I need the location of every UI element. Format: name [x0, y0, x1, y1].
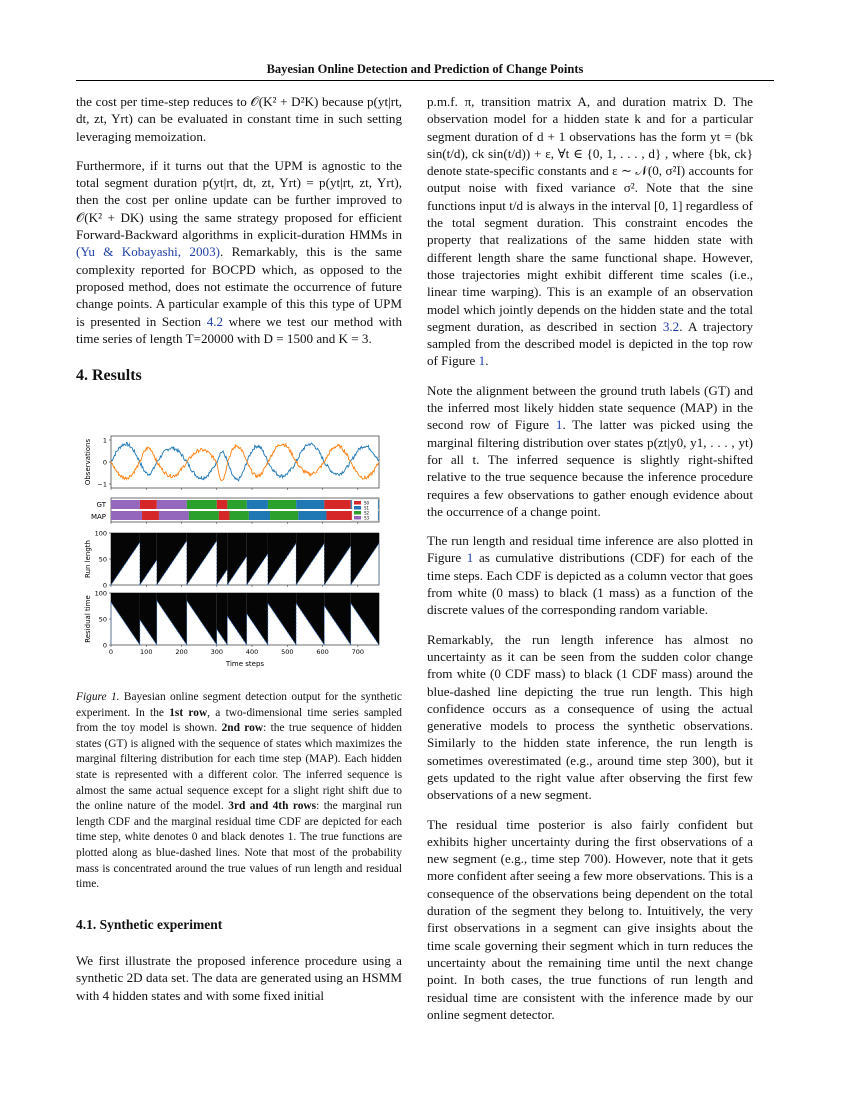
run-length-panel	[84, 530, 379, 590]
citation-yu-kobayashi[interactable]: (Yu & Kobayashi, 2003)	[76, 244, 220, 260]
map-segment	[229, 511, 248, 520]
section-ref-3-2[interactable]: 3.2	[662, 318, 680, 334]
right-paragraph-4: Remarkably, the run length inference has almost no uncertainty as it can be seen from the sudden color change from white (0 CDF mass) to black (1 CDF mass) around the blue-dashed line depicting the true run length. This high confidence occurs as a consequence of using the actual generative models to process the synthetic observations. Similarly to the hidden state inference, the run length is sometimes overestimated (e.g., around time step 300), but it gets updated to the right value after observing the first few observations of a new segment.	[427, 631, 753, 803]
map-segment	[111, 511, 142, 520]
run-length-ytick-label: 50	[98, 555, 107, 564]
right-paragraph-1: p.m.f. π, transition matrix A, and duration matrix D. The observation model for a hidden state k and for a particular segment duration of d + 1 observations has the form yt = (bk sin(t/d), ck sin(t/d)) + ε, ∀t ∈ {0, 1, . . . , d} , where {bk, ck} denote state-specific constants and ε ∼ 𝒩(0, σ²I) accounts for output noise with fixed variance σ². Note that the sine functions input t/d is always in the interval [0, 1] regardless of the total segment duration. This constraint encodes the property that realizations of the same hidden state with different length share the same functional shape. However, those trajectories might exhibit different time scales (i.e., linear time warping). This is an example of an observation model which jointly depends on the hidden state and the total segment duration, as described in section 3.2. A trajectory sampled from the described model is depicted in the top row of Figure 1.	[427, 94, 753, 369]
gt-segment	[157, 500, 187, 509]
gt-segment	[140, 500, 157, 509]
figure-ref-1b[interactable]: 1	[555, 417, 563, 433]
x-tick-label: 400	[245, 648, 259, 656]
legend-swatch	[354, 506, 361, 510]
map-segment	[326, 511, 352, 520]
map-segment	[298, 511, 326, 520]
map-segment	[189, 511, 219, 520]
residual-time-panel	[84, 590, 379, 650]
synthetic-paragraph: We first illustrate the proposed inference procedure using a synthetic 2D data set. The data are generated using an HSMM with 4 hidden states and with some fixed initial	[76, 953, 402, 1003]
x-tick-label: 200	[175, 648, 188, 656]
figure-1	[76, 428, 402, 673]
figure-ref-1a[interactable]: 1	[478, 353, 486, 369]
legend-label: S2	[364, 510, 370, 516]
figure-1-svg	[76, 428, 402, 673]
observations-panel	[84, 436, 379, 489]
residual-time-ytick-label: 50	[98, 615, 107, 624]
gt-segment	[296, 500, 324, 509]
map-segment	[270, 511, 298, 520]
x-tick-label: 700	[351, 648, 365, 656]
map-segment	[249, 511, 270, 520]
run-length-ytick-label: 100	[94, 529, 107, 538]
header-rule	[76, 80, 774, 81]
gt-label: GT	[96, 501, 106, 509]
x-tick-label: 100	[140, 648, 153, 656]
figure-ref-1c[interactable]: 1	[466, 550, 474, 566]
gt-segment	[187, 500, 217, 509]
x-tick-label: 0	[108, 648, 114, 656]
left-paragraph-1: the cost per time-step reduces to 𝒪(K² + D²K) because p(yt|rt, dt, zt, Yrt) can be evaluated in constant time in such setting leveraging memoization.	[76, 94, 402, 144]
legend-label: S1	[364, 505, 370, 511]
run-length-ytick-label: 0	[102, 581, 107, 590]
left-paragraph-2: Furthermore, if it turns out that the UPM is agnostic to the total segment duration p(yt|rt, dt, zt, Yrt) = p(yt|rt, zt, Yrt), then the cost per online update can be further improved to 𝒪(K² + DK) using the same strategy proposed for efficient Forward-Backward algorithms in explicit-duration HMMs in (Yu & Kobayashi, 2003). Remarkably, this is the same complexity reported for BOCPD which, as opposed to the proposed method, does not estimate the occurrence of future change points. A particular example of this this type of UPM is presented in Section 4.2 where we test our method with time series of length T=20000 with D = 1500 and K = 3.	[76, 157, 403, 346]
right-column	[427, 93, 753, 1035]
residual-time-ylabel: Residual time	[84, 595, 92, 643]
left-column	[76, 93, 402, 384]
legend-swatch	[354, 516, 361, 520]
figure-1-caption: Figure 1. Bayesian online segment detection output for the synthetic experiment. In the 1st row, a two-dimensional time series sampled from the toy model is shown. 2nd row: the true sequence of hidden states (GT) is aligned with the sequence of states which maximizes the marginal filtering distribution for each time step (MAP). Each hidden state is represented with a different color. The inferred sequence is almost the same actual sequence except for a slight right shift due to the online nature of the model. 3rd and 4th rows: the marginal run length CDF and the marginal residual time CDF are depicted for each time step, white denotes 0 and black denotes 1. The true functions are plotted along as blue-dashed lines. Note that most of the probability mass is concentrated around the true values of run length and residual time.	[76, 691, 402, 891]
right-paragraph-2: Note the alignment between the ground truth labels (GT) and the inferred most likely hidden state sequence (MAP) in the second row of Figure 1. The latter was picked using the marginal filtering distribution over states p(zt|y0, y1, . . . , yt) for all t. The inferred sequence is slightly right-shifted relative to the true sequence because the inference procedure requires a few observations to gather enough evidence about the occurrence of a change point.	[427, 382, 753, 519]
residual-time-ytick-label: 100	[94, 589, 107, 598]
hidden-state-panel	[91, 498, 379, 522]
legend-label: S3	[364, 515, 370, 521]
section-heading-results: 4. Results	[76, 367, 142, 385]
gt-segment	[247, 500, 268, 509]
map-label: MAP	[90, 513, 106, 521]
observation-series-1	[111, 443, 379, 481]
right-paragraph-3: The run length and residual time inference are also plotted in Figure 1 as cumulative distributions (CDF) for each of the time steps. Each CDF is depicted as a column vector that goes from white (0 mass) to black (1 mass) as a function of the discrete values of the corresponding random variable.	[427, 533, 754, 618]
x-tick-label: 500	[281, 648, 294, 656]
gt-segment	[111, 500, 140, 509]
running-header: Bayesian Online Detection and Prediction of Change Points	[266, 62, 584, 76]
map-segment	[159, 511, 189, 520]
observations-ylabel: Observations	[84, 438, 92, 486]
gt-segment	[268, 500, 296, 509]
observations-ytick-label: 0	[102, 458, 107, 467]
legend-label: S0	[364, 500, 370, 506]
gt-segment	[217, 500, 228, 509]
observations-ytick-label: −1	[97, 480, 107, 489]
map-segment	[219, 511, 230, 520]
gt-segment	[227, 500, 246, 509]
subsection-heading-synthetic: 4.1. Synthetic experiment	[76, 917, 223, 932]
x-tick-label: 600	[316, 648, 329, 656]
gt-segment	[324, 500, 350, 509]
run-length-ylabel: Run length	[84, 540, 92, 578]
residual-time-ytick-label: 0	[102, 641, 107, 650]
map-segment	[142, 511, 159, 520]
legend-swatch	[354, 501, 361, 505]
section-ref-4-2[interactable]: 4.2	[206, 313, 224, 329]
legend-swatch	[354, 511, 361, 515]
x-axis-label: Time steps	[225, 660, 265, 668]
x-tick-label: 300	[210, 648, 224, 656]
observations-ytick-label: 1	[102, 436, 107, 445]
right-paragraph-5: The residual time posterior is also fairly confident but exhibits higher uncertainty during the first observations of a new segment (e.g., time step 700). However, note that it gets more confident after seeing a few more observations. This is a consequence of the observations being dependent on the total duration of the segment they belong to. Intuitively, the very first observations in a segment can give insights about the time scale governing their segment which in turn reduces the uncertainty about the remaining time until the next change point. In both cases, the true functions of run length and residual time are consistent with the inference made by our online segment detector.	[427, 816, 753, 1022]
